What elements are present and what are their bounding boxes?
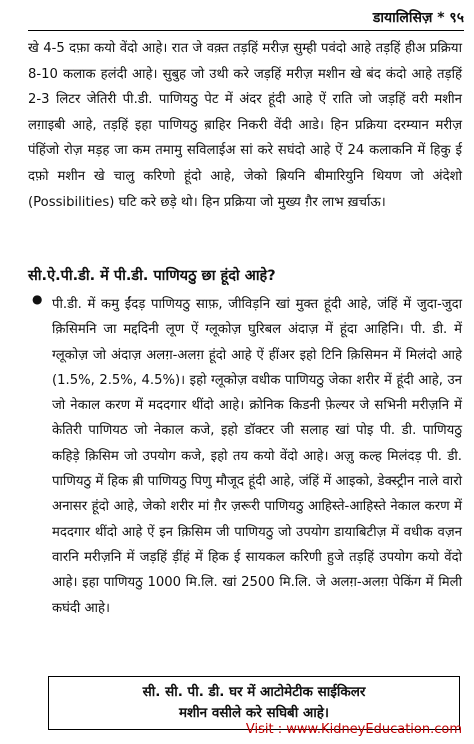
footer-website-link[interactable]: Visit : www.KidneyEducation.com bbox=[245, 722, 462, 737]
paragraph-1: खे 4-5 दफ़ा कयो वेंदो आहे। रात जे वक़्त तड़हिं मरीज़ सुम्ही पवंदो आहे तड़हिं हीअ प्रक्रिया 8-10 कलाक हलंदी आहे। सुबुह जो उथी करे जड़हिं मरीज़ मशीन खे बंद कंदो आहे तड़हिं 2-3 लिटर जेतिरी पी.डी. पाणियठु पेट में अंदर हूंदी आहे ऐं राति जो जड़हिं वरी मशीन लग़ाइबी आहे, तड़हिं इहा पाणियठु ब़ाहिर निकरी वेंदी आडे। हिन प्रक्रिया दरम्यान मरीज़ पंहिंजो रोज़ मड़ह जा कम तमामु सविलाईअ सां करे सघंदो आहे ऐं 24 कलाकनि में हिकु ई दफ़ो मशीन खे चालु करिणो हूंदो आहे, जेको ब़ियनि बीमारियुनि थियण जो अंदेशो (Possibilities) घटि करे छड़े थो। हिन प्रक्रिया जो मुख्य ग़ैर लाभ ख़र्चाऊ। bbox=[28, 41, 462, 210]
boxed-note-line-1: सी. सी. पी. डी. घर में आटोमेटीक साईकिलर bbox=[142, 684, 366, 700]
bullet-item bbox=[28, 292, 462, 621]
boxed-note-line-2: मशीन वसीले करे सघिबी आहे। bbox=[178, 705, 330, 721]
header-rule bbox=[28, 30, 464, 31]
running-header: डायालिसिज़ * ९५ bbox=[372, 10, 464, 26]
bullet-text: पी.डी. में कमु ईंदड़ पाणियठु साफ़, जीविड़नि खां मुक्त हूंदी आहे, जंहिं में जुदा-जुदा क़िसिमनि जा मद्ददिनी लूण ऐं ग्लूकोज़ घुरिबल अंदाज़ में हूंदा आहिनि। पी. डी. में ग्लूकोज़ जो अंदाज़ अलग़-अलग़ हूंदो आहे ऐं हींअर इहो टिनि क़िसिमन में मिलंदो आहे (1.5%, 2.5%, 4.5%)। इहो ग्लूकोज़ वधीक पाणियठु जेका शरीर में हूंदी आहे, उन जो नेकाल करण में मददगार थींदो आहे। क्रोनिक किडनी फ़ेल्यर जे सभिनी मरीज़नि में केतिरी पाणियठ जो नेकाल कजे, इहो डॉक्टर जी सलाह खां पोइ पी. डी. पाणियठु कहिड़े क़िसिम जो उपयोग कजे, इहो तय कयो वेंदो आहे। अज़ु कल्ह मिलंदड़ पी. डी. पाणियठु में हिक ब़ी पाणियठु पिणु मौजूद हूंदी आहे, जंहिं में आइको, डेक्स्ट्रीन नाले वारो अनासर हूंदो आहे, जेको शरीर मां ग़ैर ज़रूरी पाणियठु आहिस्ते-आहिस्ते नेकाल करण में मददगार थींदो आहे ऐं इन क़िसिम जी पाणियठु जो उपयोग डायाबिटीज़ में वधीक वज़न वारनि मरीज़नि में जड़हिं ड़ींहं में हिक ई सायकल करिणी हुजे तड़हिं उपयोग कयो वेंदो आहे। इहा पाणियठु 1000 मि.लि. खां 2500 मि.लि. जे अलग़-अलग़ पेकिंग में मिली कघंदी आहे। bbox=[52, 297, 462, 616]
section-heading: सी.ऐ.पी.डी. में पी.डी. पाणियठु छा हूंदो आहे? bbox=[28, 268, 276, 284]
bullet-dot-icon: ● bbox=[32, 292, 43, 306]
